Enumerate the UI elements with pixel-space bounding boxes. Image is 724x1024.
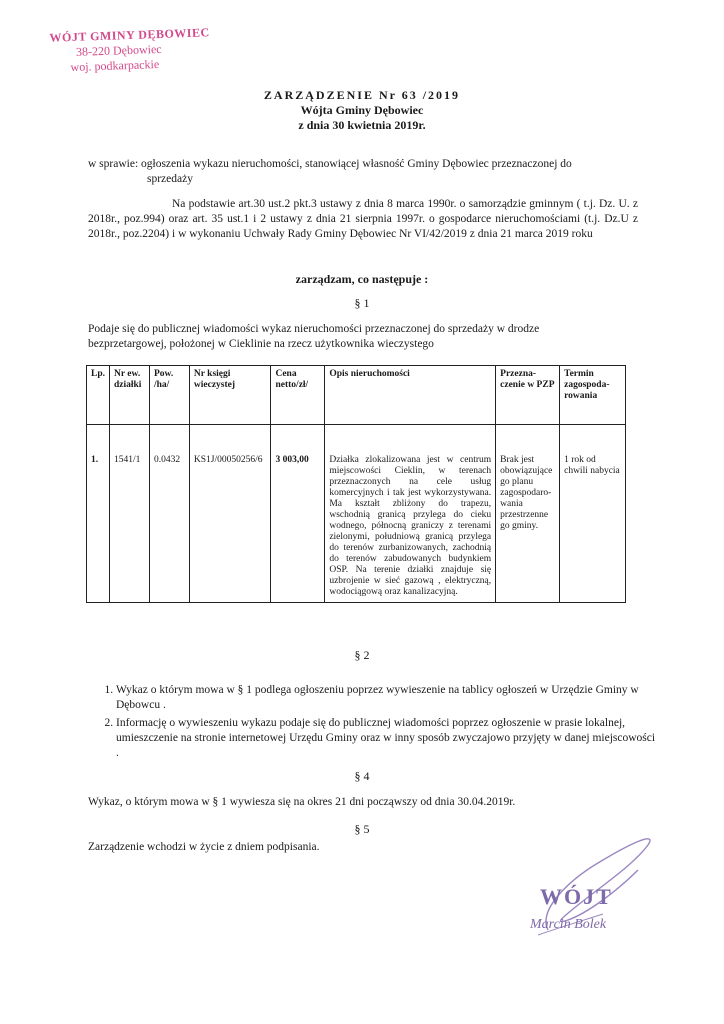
list-item: 2. Informację o wywieszeniu wykazu podaje się do publicznej wiadomości poprzez ogłoszenie w prasie lokalnej, umieszczenie na stronie internetowej Urzędu Gminy oraz w inny sposób zwyczajowo przyjęty w danej miejscowości . — [116, 716, 656, 761]
legal-basis: Na podstawie art.30 ust.2 pkt.3 ustawy z dnia 8 marca 1990r. o samorządzie gminnym ( t.j. Dz. U. z 2018r., poz.994) oraz art. 35 ust.1 i 2 ustawy z dnia 21 sierpnia 1997r. o gospodarce nieruchomościami (t.j. Dz.U z 2018r., poz.2204) i w wykonaniu Uchwały Rady Gminy Dębowiec Nr VI/42/2019 z dnia 21 marca 2019 roku — [88, 198, 638, 240]
paragraph-1-text: Podaje się do publicznej wiadomości wykaz nieruchomości przeznaczonej do sprzedaży w drodze bezprzetargowej, położonej w Cieklinie na rzecz użytkownika wieczystego — [88, 323, 540, 350]
paragraph-5-heading: § 5 — [354, 822, 370, 836]
stamp-line-2: 38-220 Dębowiec — [75, 41, 162, 59]
document-date: z dnia 30 kwietnia 2019r. — [298, 118, 426, 132]
office-stamp — [49, 25, 211, 76]
cell-zoning: Brak jest obowiązujące go planu zagospodaro-wania przestrzenne go gminy. — [496, 425, 560, 603]
stamp-line-1: WÓJT GMINY DĘBOWIEC — [49, 25, 210, 45]
cell-description: Działka zlokalizowana jest w centrum miejscowości Cieklin, w terenach przeznaczonych na cele usług komercyjnych i tak jest wykorzystywana. Ma kształt zbliżony do trapezu, wschodnią granicą przylega do cieku wodnego, północną graniczy z terenami zielonymi, południową granicą przylega do terenów zurbanizowanych, zachodnią do terenów zabudowanych budynkiem OSP. Na terenie działki znajduje się uzbrojenie w sieć gazową , elektryczną, wodociągową oraz kanalizacyjną. — [325, 425, 496, 603]
cell-land-register: KS1J/00050256/6 — [189, 425, 271, 603]
list-item: 1. Wykaz o którym mowa w § 1 podlega ogłoszeniu poprzez wywieszenie na tablicy ogłoszeń w Urzędzie Gminy w Dębowcu . — [116, 683, 656, 713]
cell-development-term: 1 rok od chwili nabycia — [560, 425, 626, 603]
cell-price: 3 003,00 — [271, 425, 325, 603]
header-description: Opis nieruchomości — [325, 366, 496, 425]
paragraph-5-text: Zarządzenie wchodzi w życie z dniem podpisania. — [88, 841, 320, 853]
subject-label: w sprawie: — [88, 158, 139, 170]
signature-name: Marcin Bolek — [530, 917, 607, 932]
header-development-term: Termin zagospoda-rowania — [560, 366, 626, 425]
paragraph-4-text: Wykaz, o którym mowa w § 1 wywiesza się na okres 21 dni począwszy od dnia 30.04.2019r. — [88, 796, 516, 808]
cell-area: 0.0432 — [149, 425, 189, 603]
paragraph-4-heading: § 4 — [354, 769, 370, 783]
subject-text-continued: sprzedaży — [147, 173, 193, 185]
header-land-register: Nr księgi wieczystej — [189, 366, 271, 425]
order-statement: zarządzam, co następuje : — [295, 272, 429, 286]
document-title: ZARZĄDZENIE Nr 63 /2019 — [263, 88, 461, 102]
paragraph-2-heading: § 2 — [354, 648, 370, 662]
cell-plot-number: 1541/1 — [110, 425, 150, 603]
document-issuer: Wójta Gminy Dębowiec — [300, 103, 424, 117]
paragraph-2-list — [96, 683, 656, 764]
header-plot-number: Nr ew. działki — [110, 366, 150, 425]
header-area: Pow. /ha/ — [149, 366, 189, 425]
subject-block — [88, 157, 648, 172]
signature-title: WÓJT — [540, 884, 613, 909]
table-header-row — [87, 366, 626, 425]
header-zoning: Przezna-czenie w PZP — [496, 366, 560, 425]
table-row — [87, 425, 626, 603]
stamp-line-3: woj. podkarpackie — [70, 56, 160, 75]
header-price: Cena netto/zł/ — [271, 366, 325, 425]
header-lp: Lp. — [87, 366, 110, 425]
cell-lp: 1. — [87, 425, 110, 603]
paragraph-1-heading: § 1 — [354, 296, 370, 310]
property-table — [86, 365, 626, 603]
subject-text: ogłoszenia wykazu nieruchomości, stanowiącej własność Gminy Dębowiec przeznaczonej do — [141, 158, 572, 170]
